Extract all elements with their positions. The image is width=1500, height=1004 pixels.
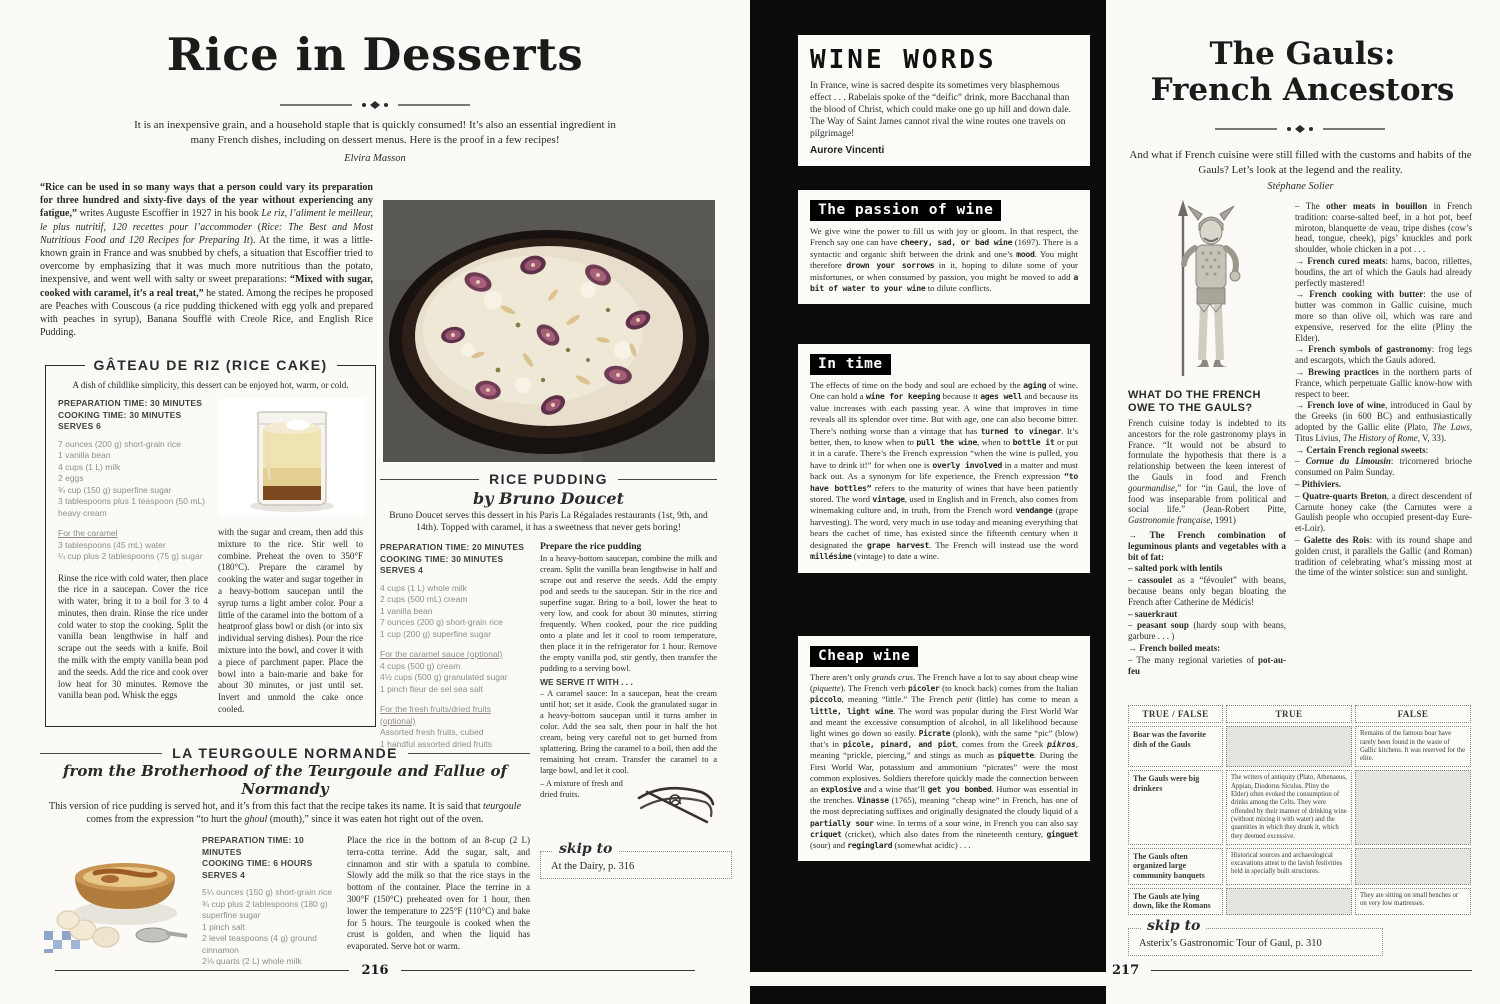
in-time-body: The effects of time on the body and soul are echoed by the aging of wine. One can hold a wine for keeping because it ages well and because its value increases with each passing year. A wine that improves in time reveals all its splendor over time. But with age, one can also become bitter. There’s nothing worse than a vintage that has turned to vinegar. It’s better, then, to know when to pull the wine, when to bottle it or put it in a carafe. There’s the French expression “when the wine is pulled, you have to drink it!” for when one is overly involved in a matter and must back out. As a synonym for life experience, the French expression “to have bottles” refers to the maturity of wines that have been patiently stored. The word vintage, used in English and in French, also comes from winemaking culture and, in truth, from the French word vendange (grape harvesting). The word, very much in use today and meaning everything that bears the cachet of time, has existed since the fifteenth century when it designated the grape harvest. The French will instead use the word millésime (vintage) to date a wine. xyxy=(810,380,1079,562)
teurgoule-section xyxy=(40,745,530,968)
skip-to-target-asterix[interactable]: Asterix’s Gastronomic Tour of Gaul, p. 310 xyxy=(1139,938,1322,949)
gaul-warrior-illustration xyxy=(1155,200,1259,383)
rice-pudding-byline: by Bruno Doucet xyxy=(472,489,624,508)
vanilla-bean-sketch xyxy=(635,778,717,835)
serve-with-heading: WE SERVE IT WITH . . . xyxy=(540,677,633,687)
table-cell-false-text: Remains of the famous boar have rarely been found in the waste of Gallic kitchens. It was reserved for the elite. xyxy=(1355,726,1471,767)
passion-of-wine-body: We give wine the power to fill us with joy or gloom. In that respect, the French say one can have cheery, sad, or bad wine (1697). There is a syntactic and organic shift between the drink and one’s mood. You might therefore drown your sorrows in it, hoping to dilute some of your misfortunes, or when consumed by passion, you might be moved to add a bit of water to your wine to dilute conflicts. xyxy=(810,226,1078,294)
page-intro-text: It is an inexpensive grain, and a household staple that is quickly consumed! It’s also an essential ingredient in many French dishes, including on dessert menus. Here is the proof in a few recipes! xyxy=(134,119,616,146)
caramel-sauce-ingredients: 4 cups (500 g) cream 4½ cups (500 g) granulated sugar 1 pinch fleur de sel sea salt xyxy=(380,660,508,694)
rice-cake-jar-photo xyxy=(218,398,363,521)
passion-of-wine-heading: The passion of wine xyxy=(810,200,1001,221)
gauls-left-items: → The French combination of leguminous plants and vegetables with a bit of fat: – salted pork with lentils – cassoulet as a “févoulet” with beans, because beans only began bloating the French after Catherine de Médicis! – sauerkraut – peasant soup (hardy soup with beans, garbure . . . ) → French boiled meats: – The many regional varieties of pot-au-feu xyxy=(1128,529,1287,676)
gateau-description: A dish of childlike simplicity, this dessert can be enjoyed hot, warm, or cold. xyxy=(72,380,349,390)
in-time-heading: In time xyxy=(810,354,891,375)
wine-words-intro: In France, wine is sacred despite its sometimes very blasphemous effect . . . Rabelais spoke of the “deific” drink, more Bacchanal than the blood of Christ, which could make one go up hill and down dale. The Way of Saint James cannot rival the wine routes one travels on pilgrimage! xyxy=(810,81,1071,139)
gateau-ingredients: 7 ounces (200 g) short-grain rice 1 vanilla bean 4 cups (1 L) milk 2 eggs ¾ cup (150 g) superfine sugar 3 tablespoons plus 1 teaspoon (50 mL) heavy cream xyxy=(58,438,205,518)
table-cell-empty xyxy=(1226,888,1352,915)
ornament-divider xyxy=(275,100,475,110)
teurgoule-meta: PREPARATION TIME: 10 MINUTES COOKING TIME: 6 HOURS SERVES 4 xyxy=(202,835,313,880)
table-cell-true-text: Historical sources and archaeological excavations attest to the lavish festivities held in specially built structures. xyxy=(1226,848,1352,885)
gateau-caramel-heading: For the caramel xyxy=(58,528,118,538)
cheap-wine-body: There aren’t only grands crus. The French have a lot to say about cheap wine (piquette). The French verb picoler (to knock back) comes from the Italian piccolo, meaning “little.” The French petit (little) has come to mean a little, light wine. The word was popular during the First World War and meant the excessive consumption of alcohol, in all likelihood because light wines go down so easily. Picrate (plonk), with the same “pic” (blow) that’s in picole, pinard, and piot, comes from the Greek pikros, meaning “prickle, piercing,” and stings as much as piquette. During the First World War, potassium and ammonium “picrates” were the most common explosives. Soldiers therefore quickly made the connection between an explosive and a wine that’ll get you bombed. Humor was essential in the trenches. Vinasse (1765), meaning “cheap wine” in French, has one of the most depreciating suffixes and originally designated the cloudy liquid of a partially sour wine. In terms of a sour wine, in French you can also say criquet (cricket), which also dates from the nineteenth century, ginguet (sour) and reginglard (somewhat acidic) . . . xyxy=(810,672,1079,851)
lead-paragraph: “Rice can be used in so many ways that a person could vary its preparation for three hundred and sixty-five days of the year without experiencing any fatigue,” writes Auguste Escoffier in 1927 in his book Le riz, l’aliment le meilleur, le plus nutritif, 120 recettes pour l’accommoder (Rice: The Best and Most Nutritious Food and 120 Recipes for Preparing It). At the time, it was a little-known grain in France and was snubbed by chefs, a situation that Escoffier tried to overcome by emphasizing that it was much more nutritious than the potato, inexpensive, and went well with salty or sweet preparations: “Mixed with sugar, cooked with caramel, it’s a real treat,” he stated. Among the recipes he proposed are Peaches with Couscous (a rice pudding thickened with egg yolk and prepared with peaches in syrup), Banana Soufflé with Creole Rice, and English Rice Pudding. xyxy=(40,182,374,339)
teurgoule-method: Place the rice in the bottom of an 8-cup (2 L) terra-cotta terrine. Add the sugar, salt, and cinnamon and stir with a spatula to combine. Slowly add the milk so that the rice stays in the bottom of the container. Place the terrine in a 300°F (150°C) preheated oven for 1 hour, then lower the temperature to 225°F (110°C) and bake for 5 hours. The teurgoule is cooked when the crust is golden, and when the liquid has evaporated. Serve hot or warm. xyxy=(347,835,530,952)
table-row-statement: The Gauls often organized large community banquets xyxy=(1128,848,1223,885)
gateau-meta: PREPARATION TIME: 30 MINUTES COOKING TIME: 30 MINUTES SERVES 6 xyxy=(58,398,203,431)
cheap-wine-card xyxy=(798,636,1090,861)
cheap-wine-heading: Cheap wine xyxy=(810,646,918,667)
gateau-de-riz-recipe-card xyxy=(45,357,376,727)
rice-pudding-method-heading: Prepare the rice pudding xyxy=(540,542,642,552)
gateau-recipe-title: GÂTEAU DE RIZ (RICE CAKE) xyxy=(84,357,336,373)
skip-to-box-asterix[interactable] xyxy=(1128,918,1383,956)
passion-of-wine-card xyxy=(798,190,1090,304)
rice-pudding-intro: Bruno Doucet serves this dessert in his Paris La Régalades restaurants (1st, 9th, and 14th). Topped with caramel, it has a sweetness that never gets boring! xyxy=(389,511,708,533)
table-row-statement: Boar was the favorite dish of the Gauls xyxy=(1128,726,1223,767)
page-title-rice-in-desserts: Rice in Desserts xyxy=(166,28,584,81)
gateau-method-col2: with the sugar and cream, then add this mixture to the rice. Stir well to combine. Preheat the oven to 350°F (180°C). Prepare the caramel by cooking the water and sugar together in a heavy-bottom saucepan until the syrup turns a light amber color. Pour a little of the caramel into the bottom of a heatproof glass bowl or dish (or into six individual serving dishes). Pour the rice mixture into the bowl, and cover it with a piece of parchment paper. Place the bowl into a bain-marie and bake for about 30 minutes, or just until set. Invert and unmold the cake once cooled. xyxy=(218,527,363,714)
gauls-intro xyxy=(1128,148,1473,195)
serve-fruits-text: – A mixture of fresh and dried fruits. xyxy=(540,778,623,799)
teurgoule-title: LA TEURGOULE NORMANDE xyxy=(40,745,530,761)
table-cell-true-text: The writers of antiquity (Plato, Athenaeus, Appian, Diodorus Siculus, Pliny the Elder) often evoked the consumption of drinks among the Celts. They were offended by their manner of drinking wine (without mixing it with water) and the quantities in which they drank it, which they deemed excessive. xyxy=(1226,770,1352,844)
rice-pudding-title: RICE PUDDING xyxy=(380,471,717,487)
gauls-left-column xyxy=(1128,200,1286,676)
table-row-statement: The Gauls ate lying down, like the Romans xyxy=(1128,888,1223,915)
table-cell-false-text: They ate sitting on small benches or on very low mattresses. xyxy=(1355,888,1471,915)
gateau-caramel-ingredients: 3 tablespoons (45 mL) water ¼ cup plus 2 tablespoons (75 g) sugar xyxy=(58,539,203,561)
wine-words-column xyxy=(750,0,1106,1004)
skip-to-target-dairy[interactable]: At the Dairy, p. 316 xyxy=(551,861,635,872)
band-bottom-strip xyxy=(750,972,1106,986)
gauls-column-heading: WHAT DO THE FRENCH OWE TO THE GAULS? xyxy=(1128,389,1261,414)
teurgoule-bowl-illustration xyxy=(40,835,190,968)
gauls-author: Stéphane Solier xyxy=(1267,181,1334,192)
table-header-true-false: TRUE / FALSE xyxy=(1128,705,1223,723)
fruits-heading: For the fresh fruits/dried fruits (optional) xyxy=(380,704,492,726)
teurgoule-intro: This version of rice pudding is served hot, and it’s from this fact that the recipe takes its name. It is said that teurgoule comes from the expression “to hurt the ghoul (mouth),” since it was eaten hot right out of the oven. xyxy=(48,801,522,825)
table-header-true: TRUE xyxy=(1226,705,1352,723)
table-cell-empty xyxy=(1226,726,1352,767)
skip-to-box-asterix-wrap xyxy=(1128,912,1383,956)
serve-caramel-text: – A caramel sauce: In a saucepan, heat the cream until hot; set it aside. Cook the granulated sugar in a heavy-bottom saucepan until it turns amber in color. Add the sea salt, then pour in half the hot cream, being very careful not to get burned from splattering. Bring the caramel to a boil, then add the remaining hot cream. Transfer the caramel to a large bowl, and let it cool. xyxy=(540,688,717,775)
rice-pudding-meta: PREPARATION TIME: 20 MINUTES COOKING TIME: 30 MINUTES SERVES 4 xyxy=(380,542,525,575)
table-row-statement: The Gauls were big drinkers xyxy=(1128,770,1223,844)
page-title-the-gauls: The Gauls: French Ancestors xyxy=(1150,36,1455,108)
fruits-ingredients: Assorted fresh fruits, cubed 1 handful assorted dried fruits xyxy=(380,727,492,749)
teurgoule-ingredients: 5¼ ounces (150 g) short-grain rice ¾ cup plus 2 tablespoons (180 g) superfine sugar 1 pinch salt 2 level teaspoons (4 g) ground cinnamon 2⅛ quarts (2 L) whole milk xyxy=(202,887,332,966)
left-page-number: 216 xyxy=(55,963,695,978)
fig-rice-tart-photo xyxy=(383,200,715,462)
table-header-false: FALSE xyxy=(1355,705,1471,723)
gateau-method-col1: Rinse the rice with cold water, then place the rice in a saucepan. Cover the rice with water, bring it to a boil for 3 to 4 minutes, then drain. Rinse the rice under cold water to stop the cooking. Split the vanilla bean lengthwise in half and scrape out the seeds with a knife. Boil the milk with the empty vanilla bean pod and the seeds. Add the rice and cook over low heat for 30 minutes. Remove the vanilla bean pod. Whisk the eggs xyxy=(58,572,208,701)
skip-to-label: skip to xyxy=(1141,918,1206,934)
rice-pudding-ingredients: 4 cups (1 L) whole milk 2 cups (500 mL) cream 1 vanilla bean 7 ounces (200 g) short-grain rice 1 cup (200 g) superfine sugar xyxy=(380,582,503,639)
gauls-left-paragraph: French cuisine today is indebted to its ancestors for the role gastronomy plays in France. “It would not be absurd to formulate the hypothesis that there is a relationship between the keen interest of the Gauls in food and French gourmandise,” for “in Gaul, the love of food was inseparable from political and social life.” (Jean-Robert Pitte, Gastronomie française, 1991) xyxy=(1128,418,1286,526)
table-cell-empty xyxy=(1355,848,1471,885)
teurgoule-subtitle: from the Brotherhood of the Teurgoule and Fallue of Normandy xyxy=(63,762,507,798)
gauls-right-items: – The other meats in bouillon in French tradition: coarse-salted beef, in a hot pot, beef miroton, blanquette de veau, tripe dishes (cow’s head, tongue, cheek), pigs’ knuckles and pork shoulder, whole chicken in a pot . . . → French cured meats: hams, bacon, rillettes, boudins, the art of which the Gauls had already perfectly mastered! → French cooking with butter: the use of butter was common in Gallic cuisine, much more so than olive oil, which was rare and expensive, reserved for the elite (Pliny the Elder). → French symbols of gastronomy: frog legs and escargots, which the Gauls adored. → Brewing practices in the northern parts of France, which perpetuate Gallic know-how with respect to beer. → French love of wine, introduced in Gaul by the Greeks (in 600 BC) and enthusiastically adopted by the Gallic elite (Plato, The Laws, Titus Livius, The History of Rome, V, 33). → Certain French regional sweets: – Cornue du Limousin: tricornered brioche consumed on Palm Sunday. – Pithiviers. – Quatre-quarts Breton, a direct descendent of Carnute honey cake (the Carnutes were a Gaulish people who occupied present-day Eure-et-Loir). – Galette des Rois: with its round shape and golden crust, it parallels the Gallic (and Roman) tradition of celebrating what’s missing most at the time of the winter solstice: sun and sunlight. xyxy=(1295,201,1473,578)
ornament-divider-right xyxy=(1215,124,1385,134)
gauls-intro-text: And what if French cuisine were still filled with the customs and habits of the Gauls? Let’s look at the legend and the reality. xyxy=(1129,149,1472,176)
page-intro xyxy=(130,118,620,166)
in-time-card xyxy=(798,344,1090,573)
wine-words-author: Aurore Vincenti xyxy=(810,145,885,156)
true-false-table xyxy=(1128,705,1473,915)
page-author: Elvira Masson xyxy=(344,153,406,164)
right-page-number: 217 xyxy=(1112,963,1472,978)
wine-words-header-card xyxy=(798,35,1090,166)
rice-pudding-method: In a heavy-bottom saucepan, combine the milk and cream. Split the vanilla bean lengthwise in half and scrape out and reserve the seeds. Add the empty pod and seeds to the saucepan. Stir in the rice and superfine sugar. Bring to a boil, lower the heat to very low, and cook for about 30 minutes, stirring frequently. When cooked, pour the rice pudding onto a plate and let it cool to room temperature, then place it in the refrigerator for 1 hour. Remove the empty vanilla pod, stir gently, then transfer the pudding to a serving bowl. xyxy=(540,553,717,673)
table-cell-empty xyxy=(1355,770,1471,844)
wine-words-title: WINE WORDS xyxy=(810,45,997,75)
skip-to-box-dairy[interactable] xyxy=(540,841,732,879)
gauls-right-column xyxy=(1295,200,1472,578)
caramel-sauce-heading: For the caramel sauce (optional) xyxy=(380,649,503,659)
skip-to-label: skip to xyxy=(553,841,618,857)
